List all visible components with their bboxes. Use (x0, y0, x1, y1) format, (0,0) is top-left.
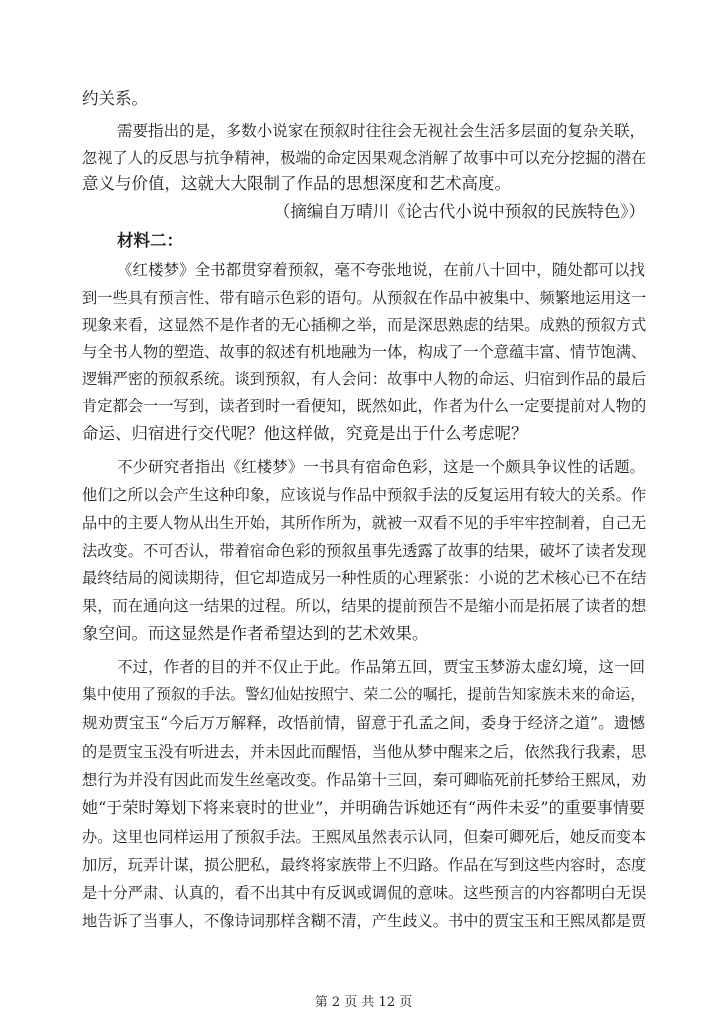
paragraph-line: 到一些具有预言性、带有暗示色彩的语句。从预叙在作品中被集中、频繁地运用这一 (82, 289, 647, 307)
paragraph-line: 她“于荣时筹划下将来衰时的世业”，并明确告诉她还有“两件未妥”的重要事情要 (82, 798, 645, 817)
paragraph-line: 办。这里也同样运用了预叙手法。王熙凤虽然表示认同，但秦可卿死后，她反而变本 (82, 828, 647, 846)
paragraph-line: 《红楼梦》全书都贯穿着预叙，毫不夸张地说，在前八十回中，随处都可以找 (117, 261, 645, 279)
paragraph-line: 最终结局的阅读期待，但它却造成另一种性质的心理紧张：小说的艺术核心已不在结 (82, 569, 647, 587)
paragraph-line: 的是贾宝玉没有听进去，并未因此而醒悟，当他从梦中醒来之后，依然我行我素，思 (82, 743, 647, 761)
paragraph-line: 现象来看，这显然不是作者的无心插柳之举，而是深思熟虑的结果。成熟的预叙方式 (82, 316, 647, 334)
section-heading: 材料二： (117, 231, 183, 250)
paragraph-line: 意义与价值，这就大大限制了作品的思想深度和艺术高度。 (82, 174, 511, 193)
paragraph-line: 是十分严肃、认真的，看不出其中有反讽或调侃的意味。这些预言的内容都明白无误 (82, 884, 647, 902)
paragraph-line: 品中的主要人物从出生开始，其所作所为，就被一双看不见的手牢牢控制着，自己无 (82, 514, 647, 532)
paragraph-line: 不少研究者指出《红楼梦》一书具有宿命色彩，这是一个颇具争议性的话题。 (117, 458, 645, 476)
paragraph-line: 地告诉了当事人，不像诗词那样含糊不清，产生歧义。书中的贾宝玉和王熙凤都是贾 (82, 912, 647, 930)
paragraph-line: 规劝贾宝玉“今后万万解释，改悟前情，留意于孔孟之间，委身于经济之道”。遗憾 (82, 714, 645, 732)
page-number-footer: 第 2 页 共 12 页 (314, 995, 413, 1010)
paragraph-line: 与全书人物的塑造、故事的叙述有机地融为一体，构成了一个意蕴丰富、情节饱满、 (82, 343, 647, 361)
paragraph-line: 他们之所以会产生这种印象，应该说与作品中预叙手法的反复运用有较大的关系。作 (82, 486, 647, 504)
paragraph-line: 想行为并没有因此而发生丝毫改变。作品第十三回，秦可卿临死前托梦给王熙凤，劝 (82, 771, 647, 789)
paragraph-line: 法改变。不可否认，带着宿命色彩的预叙虽事先透露了故事的结果，破坏了读者发现 (82, 542, 647, 560)
paragraph-line: 肯定都会一一写到，读者到时一看便知，既然如此，作者为什么一定要提前对人物的 (82, 397, 647, 415)
paragraph-line: 不过，作者的目的并不仅止于此。作品第五回，贾宝玉梦游太虚幻境，这一回 (117, 658, 645, 676)
paragraph-line: 需要指出的是，多数小说家在预叙时往往会无视社会生活多层面的复杂关联， (117, 122, 645, 140)
paragraph-line: 加厉，玩弄计谋，损公肥私，最终将家族带上不归路。作品在写到这些内容时，态度 (82, 856, 647, 874)
paragraph-line: 集中使用了预叙的手法。警幻仙姑按照宁、荣二公的嘱托，提前告知家族未来的命运， (82, 686, 645, 703)
paragraph-line: 命运、归宿进行交代呢？他这样做，究竟是出于什么考虑呢？ (82, 424, 528, 443)
paragraph-line: 忽视了人的反思与抗争精神，极端的命定因果观念消解了故事中可以充分挖掘的潜在 (82, 149, 647, 167)
paragraph-line: 逻辑严密的预叙系统。谈到预叙，有人会问：故事中人物的命运、归宿到作品的最后 (82, 370, 647, 388)
paragraph-line: 约关系。 (82, 89, 148, 108)
paragraph-line: 象空间。而这显然是作者希望达到的艺术效果。 (82, 624, 429, 643)
paragraph-line: 果，而在通向这一结果的过程。所以，结果的提前预告不是缩小而是拓展了读者的想 (82, 597, 647, 615)
source-citation: （摘编自万晴川《论古代小说中预叙的民族特色》） (273, 202, 645, 221)
